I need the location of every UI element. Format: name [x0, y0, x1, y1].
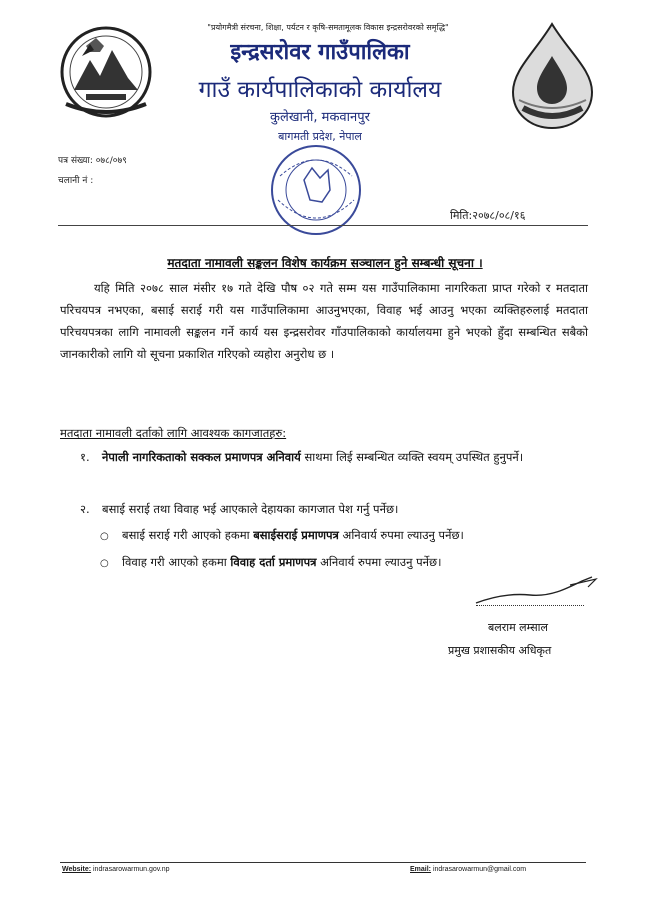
indrasarowar-municipality-logo-icon: [505, 20, 600, 135]
dispatch-number: चलानी नं :: [58, 176, 94, 186]
requirements-heading: मतदाता नामावली दर्ताको लागि आवश्यक कागजातहरु:: [60, 426, 287, 440]
office-name: गाउँ कार्यपालिकाको कार्यालय: [198, 77, 442, 103]
sub-item-text: विवाह गरी आएको हकमा: [122, 555, 231, 569]
sub-item-text: बसाई सराई गरी आएको हकमा: [122, 528, 254, 542]
sub-item-text: अनिवार्य रुपमा ल्याउनु पर्नेछ।: [316, 555, 442, 569]
sub-list-item: [100, 555, 590, 570]
sub-item-emphasis: विवाह दर्ता प्रमाणपत्र: [230, 555, 317, 569]
sub-item-emphasis: बसाईसराई प्रमाणपत्र: [253, 528, 339, 542]
email-link[interactable]: indrasarowarmun@gmail.com: [432, 866, 527, 873]
footer-email: [410, 866, 526, 873]
letter-number: पत्र संख्या: ०७८/०७९: [58, 156, 127, 166]
slogan: "प्रयोगमैत्री संरचना, शिक्षा, पर्यटन र कृषि-समतामूलक विकास इन्द्रसरोवरको समृद्धि": [207, 23, 449, 32]
notice-subject: मतदाता नामावली सङ्कलन विशेष कार्यक्रम सञ्चालन हुने सम्बन्धी सूचना ।: [167, 256, 483, 270]
header-divider: [58, 225, 588, 226]
circle-bullet-icon: ○: [100, 558, 109, 569]
letter-date: मिति:२०७८/०८/१६: [450, 209, 526, 222]
list-item-text: बसाई सराई तथा विवाह भई आएकाले देहायका कागजात पेश गर्नु पर्नेछ।: [102, 502, 399, 516]
signatory-title: प्रमुख प्रशासकीय अधिकृत: [448, 644, 552, 657]
notice-body: यहि मिति २०७८ साल मंसीर १७ गते देखि पौष ०२ गते सम्म यस गाउँपालिकामा नागरिकता प्राप्त गरेको र मतदाता परिचयपत्र नभएका, बसाई सराई गरी यस गाउँपालिकामा आउनुभएका, विवाह भई आउनु भएका व्यक्तिहरुलाई मतदाता परिचयपत्रका लागि नामावली सङ्कलन गर्ने कार्य यस इन्द्रसरोवर गाँउपालिकाको कार्यालयमा हुने भएको हुँदा सम्बन्धित सबैको जानकारीको लागि यो सूचना प्रकाशित गरिएको व्यहोरा अनुरोध छ ।: [60, 281, 588, 361]
province-name: बागमती प्रदेश, नेपाल: [278, 130, 362, 143]
list-item-emphasis: नेपाली नागरिकताको सक्कल प्रमाणपत्र अनिवार्य: [102, 450, 301, 464]
list-item-text: साथमा लिई सम्बन्धित व्यक्ति स्वयम् उपस्थित हुनुपर्ने।: [300, 450, 524, 464]
office-location: कुलेखानी, मकवानपुर: [270, 110, 370, 125]
nepal-government-emblem-icon: [56, 20, 156, 120]
website-label: Website:: [62, 866, 92, 873]
footer-website: [62, 866, 170, 873]
sub-item-text: अनिवार्य रुपमा ल्याउनु पर्नेछ।: [338, 528, 464, 542]
list-number: १.: [80, 450, 90, 464]
website-link[interactable]: indrasarowarmun.gov.np: [93, 866, 170, 873]
list-item: [80, 446, 590, 468]
signatory-name: बलराम लम्साल: [488, 621, 548, 634]
list-item: [80, 498, 590, 520]
municipality-name: इन्द्रसरोवर गाउँपालिका: [230, 40, 410, 65]
signature-line: [476, 605, 584, 606]
footer-divider: [60, 862, 586, 863]
email-label: Email:: [410, 866, 432, 873]
circle-bullet-icon: ○: [100, 531, 109, 542]
list-number: २.: [80, 502, 90, 516]
sub-list-item: [100, 528, 590, 543]
